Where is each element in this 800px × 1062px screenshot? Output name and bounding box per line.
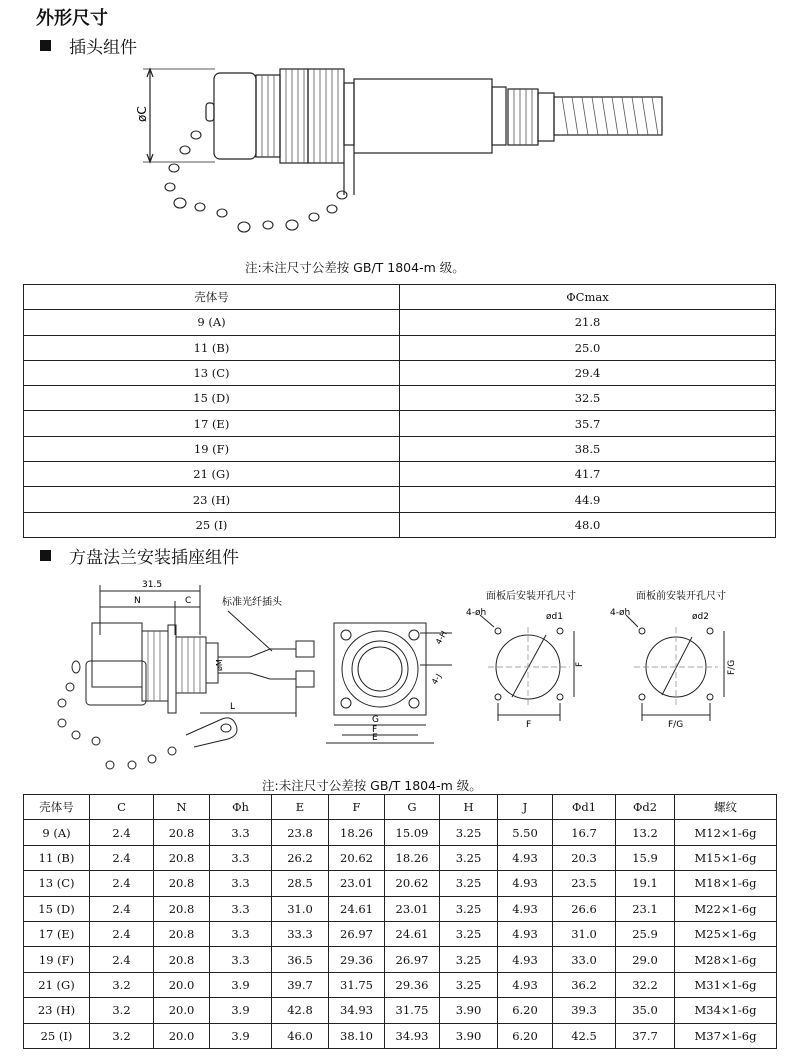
table-cell: 32.2: [616, 972, 675, 997]
table-cell: 20.8: [154, 921, 210, 946]
table-cell: 41.7: [400, 462, 776, 487]
table-cell: 5.50: [498, 820, 553, 845]
table-cell: 3.25: [440, 845, 498, 870]
table-cell: 2.4: [90, 845, 154, 870]
table-cell: 17 (E): [24, 411, 400, 436]
table-row: [24, 335, 776, 360]
table-cell: 13 (C): [24, 360, 400, 385]
table-cell: 4.93: [498, 972, 553, 997]
table-cell: 3.25: [440, 871, 498, 896]
table-cell: 19 (F): [24, 436, 400, 461]
table-cell: 4.93: [498, 947, 553, 972]
table-cell: 23.01: [329, 871, 385, 896]
table-cell: 20.0: [154, 1023, 210, 1048]
table-cell: 33.0: [553, 947, 616, 972]
table-cell: 4.93: [498, 871, 553, 896]
table-cell: 36.2: [553, 972, 616, 997]
header-cell: 壳体号: [24, 285, 400, 310]
front-d2-label: ød2: [692, 612, 709, 622]
table-cell: 38.10: [329, 1023, 385, 1048]
table-cell: 2.4: [90, 921, 154, 946]
table-cell: 9 (A): [24, 310, 400, 335]
table-cell: 3.90: [440, 1023, 498, 1048]
table-cell: M34×1-6g: [675, 998, 777, 1023]
table-cell: 20.62: [329, 845, 385, 870]
header-cell: E: [272, 795, 329, 820]
tolerance-note-1: 注:未注尺寸公差按 GB/T 1804-m 级。: [245, 260, 465, 275]
header-cell: Φd2: [616, 795, 675, 820]
table-cell: 3.25: [440, 947, 498, 972]
bullet-square-icon: [40, 40, 51, 51]
table-cell: M18×1-6g: [675, 871, 777, 896]
table-header-row: [24, 795, 777, 820]
table-cell: 24.61: [385, 921, 440, 946]
header-cell: ΦCmax: [400, 285, 776, 310]
rear-f-horizontal-label: F: [526, 720, 532, 730]
table-cell: 6.20: [498, 998, 553, 1023]
table-row: [24, 947, 777, 972]
table-cell: 26.6: [553, 896, 616, 921]
table-cell: 6.20: [498, 1023, 553, 1048]
table-cell: 3.2: [90, 972, 154, 997]
header-cell: C: [90, 795, 154, 820]
table-cell: 20.0: [154, 998, 210, 1023]
table-cell: 29.4: [400, 360, 776, 385]
table-row: [24, 360, 776, 385]
table-cell: 3.3: [210, 947, 272, 972]
table-cell: 3.3: [210, 820, 272, 845]
receptacle-dimension-table: [23, 794, 777, 1049]
section-heading-plug-text: 插头组件: [69, 38, 137, 58]
table-cell: 46.0: [272, 1023, 329, 1048]
table-cell: 3.9: [210, 1023, 272, 1048]
table-cell: 3.3: [210, 845, 272, 870]
front-fg-vertical-label: F/G: [727, 659, 737, 675]
table-cell: 11 (B): [24, 845, 90, 870]
table-row: [24, 871, 777, 896]
table-header-row: [24, 285, 776, 310]
table-cell: 2.4: [90, 896, 154, 921]
table-row: [24, 1023, 777, 1048]
table-cell: 2.4: [90, 820, 154, 845]
table-cell: 15.9: [616, 845, 675, 870]
table-cell: 3.90: [440, 998, 498, 1023]
header-cell: 螺纹: [675, 795, 777, 820]
table-cell: 4.93: [498, 845, 553, 870]
dim-c-label: C: [185, 596, 192, 606]
table-cell: 16.7: [553, 820, 616, 845]
table-cell: 19.1: [616, 871, 675, 896]
table-cell: 35.0: [616, 998, 675, 1023]
table-cell: 3.25: [440, 896, 498, 921]
table-cell: 20.8: [154, 896, 210, 921]
table-cell: 31.0: [553, 921, 616, 946]
table-cell: 39.3: [553, 998, 616, 1023]
table-cell: M31×1-6g: [675, 972, 777, 997]
header-cell: 壳体号: [24, 795, 90, 820]
table-cell: 23.8: [272, 820, 329, 845]
table-cell: 29.0: [616, 947, 675, 972]
table-cell: 23.01: [385, 896, 440, 921]
table-cell: 29.36: [385, 972, 440, 997]
rear-d1-label: ød1: [546, 612, 563, 622]
table-cell: 20.3: [553, 845, 616, 870]
table-cell: 31.75: [329, 972, 385, 997]
table-cell: 31.0: [272, 896, 329, 921]
table-cell: M15×1-6g: [675, 845, 777, 870]
rear-mount-title: 面板后安装开孔尺寸: [486, 591, 576, 602]
table-cell: 3.25: [440, 921, 498, 946]
table-cell: 20.0: [154, 972, 210, 997]
header-cell: N: [154, 795, 210, 820]
table-cell: 19 (F): [24, 947, 90, 972]
table-cell: M25×1-6g: [675, 921, 777, 946]
table-cell: 36.5: [272, 947, 329, 972]
table-cell: 21 (G): [24, 972, 90, 997]
table-cell: 3.9: [210, 998, 272, 1023]
table-cell: M12×1-6g: [675, 820, 777, 845]
plug-dimension-table: [23, 284, 776, 538]
header-cell: Φh: [210, 795, 272, 820]
section-heading-receptacle-text: 方盘法兰安装插座组件: [69, 548, 239, 568]
table-cell: 23 (H): [24, 998, 90, 1023]
table-cell: 3.3: [210, 871, 272, 896]
phi-c-label: øC: [135, 106, 149, 122]
table-cell: 42.8: [272, 998, 329, 1023]
table-cell: 26.97: [385, 947, 440, 972]
table-cell: 26.97: [329, 921, 385, 946]
table-row: [24, 487, 776, 512]
table-cell: 3.3: [210, 896, 272, 921]
table-cell: 26.2: [272, 845, 329, 870]
table-cell: 15.09: [385, 820, 440, 845]
header-cell: Φd1: [553, 795, 616, 820]
table-cell: 42.5: [553, 1023, 616, 1048]
rear-h-label: 4-øh: [466, 608, 487, 618]
table-cell: 4.93: [498, 921, 553, 946]
table-cell: 34.93: [385, 1023, 440, 1048]
table-cell: 25.0: [400, 335, 776, 360]
rear-f-vertical-label: F: [575, 661, 585, 667]
table-cell: 23.5: [553, 871, 616, 896]
table-cell: 24.61: [329, 896, 385, 921]
table-cell: 9 (A): [24, 820, 90, 845]
table-cell: 29.36: [329, 947, 385, 972]
table-row: [24, 436, 776, 461]
table-row: [24, 512, 776, 537]
header-cell: H: [440, 795, 498, 820]
table-cell: 15 (D): [24, 896, 90, 921]
dim-31-5-label: 31.5: [142, 580, 163, 590]
table-row: [24, 998, 777, 1023]
table-cell: 33.3: [272, 921, 329, 946]
table-cell: 2.4: [90, 947, 154, 972]
table-row: [24, 386, 776, 411]
table-cell: 3.2: [90, 1023, 154, 1048]
table-cell: 20.8: [154, 845, 210, 870]
dim-l-label: L: [230, 702, 236, 712]
table-cell: 23 (H): [24, 487, 400, 512]
header-cell: G: [385, 795, 440, 820]
table-cell: 3.25: [440, 972, 498, 997]
table-cell: 28.5: [272, 871, 329, 896]
table-cell: 38.5: [400, 436, 776, 461]
table-cell: 13.2: [616, 820, 675, 845]
dim-f-label: F: [372, 725, 378, 735]
table-cell: 25 (I): [24, 512, 400, 537]
table-cell: 44.9: [400, 487, 776, 512]
tolerance-note-2: 注:未注尺寸公差按 GB/T 1804-m 级。: [262, 778, 482, 793]
dim-4-h-label: 4-H: [433, 629, 449, 646]
table-cell: 31.75: [385, 998, 440, 1023]
table-cell: 18.26: [329, 820, 385, 845]
table-row: [24, 845, 777, 870]
table-cell: 37.7: [616, 1023, 675, 1048]
table-cell: M37×1-6g: [675, 1023, 777, 1048]
table-cell: 4.93: [498, 896, 553, 921]
table-cell: 20.8: [154, 871, 210, 896]
table-cell: 23.1: [616, 896, 675, 921]
front-fg-horizontal-label: F/G: [668, 720, 684, 730]
table-cell: 35.7: [400, 411, 776, 436]
page-title: 外形尺寸: [36, 8, 108, 29]
bullet-square-icon: [40, 550, 51, 561]
table-cell: 34.93: [329, 998, 385, 1023]
table-cell: 39.7: [272, 972, 329, 997]
table-cell: 11 (B): [24, 335, 400, 360]
table-cell: M22×1-6g: [675, 896, 777, 921]
plug-assembly-drawing: [0, 55, 800, 260]
table-row: [24, 310, 776, 335]
table-cell: 20.62: [385, 871, 440, 896]
table-cell: 3.9: [210, 972, 272, 997]
table-cell: M28×1-6g: [675, 947, 777, 972]
table-row: [24, 972, 777, 997]
table-cell: 25 (I): [24, 1023, 90, 1048]
dim-g-label: G: [372, 715, 379, 725]
table-row: [24, 921, 777, 946]
table-cell: 20.8: [154, 820, 210, 845]
section-heading-receptacle: [40, 543, 239, 568]
header-cell: J: [498, 795, 553, 820]
front-mount-title: 面板前安装开孔尺寸: [636, 591, 726, 602]
dim-phi-m-label: øM: [215, 659, 224, 671]
table-cell: 25.9: [616, 921, 675, 946]
table-cell: 21.8: [400, 310, 776, 335]
table-cell: 2.4: [90, 871, 154, 896]
table-cell: 13 (C): [24, 871, 90, 896]
table-cell: 21 (G): [24, 462, 400, 487]
dim-n-label: N: [134, 596, 141, 606]
receptacle-assembly-drawing: [0, 575, 800, 775]
table-cell: 17 (E): [24, 921, 90, 946]
table-cell: 32.5: [400, 386, 776, 411]
fiber-plug-label: 标准光纤插头: [222, 597, 282, 608]
front-h-label: 4-øh: [610, 608, 631, 618]
table-row: [24, 411, 776, 436]
table-cell: 3.2: [90, 998, 154, 1023]
table-cell: 48.0: [400, 512, 776, 537]
dim-e-label: E: [372, 733, 378, 743]
table-cell: 20.8: [154, 947, 210, 972]
table-cell: 18.26: [385, 845, 440, 870]
table-row: [24, 820, 777, 845]
table-row: [24, 462, 776, 487]
table-cell: 3.3: [210, 921, 272, 946]
dim-4-j-label: 4-J: [429, 672, 444, 686]
table-row: [24, 896, 777, 921]
table-cell: 3.25: [440, 820, 498, 845]
table-cell: 15 (D): [24, 386, 400, 411]
header-cell: F: [329, 795, 385, 820]
